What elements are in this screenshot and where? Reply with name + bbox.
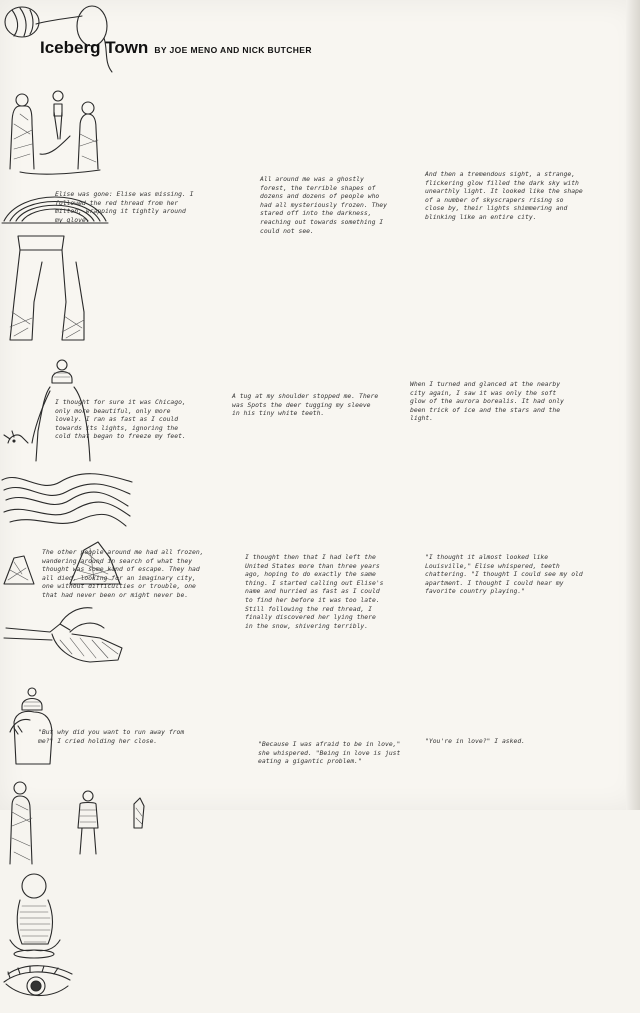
panel-8-caption: I thought then that I had left the United States more than three years ago, hoping to do exactly the same thing. I started calling out Elise's name and hurried as fast as I could to find her before it was too late. Still following the red thread, I finally discovered her lying there in the snow, shivering terribly.	[245, 553, 384, 630]
panel-12-caption: "You're in love?" I asked.	[425, 737, 526, 745]
page-header	[40, 38, 312, 58]
panel-2-caption: All around me was a ghostly forest, the terrible shapes of dozens and dozens of people who had all mysteriously frozen. They stared off into the darkness, reaching out towards something I could not see.	[260, 175, 387, 235]
hug-drawing	[0, 682, 70, 772]
panel-4-caption: I thought for sure it was Chicago, only more beautiful, only more lovely. I ran as fast as I could towards its lights, ignoring the cold that began to freeze my feet.	[55, 398, 186, 441]
page-edge	[626, 0, 640, 810]
panel-5-caption: A tug at my shoulder stopped me. There was Spots the deer tugging my sleeve in his tiny white teeth.	[232, 392, 379, 418]
huddled-girl-drawing	[0, 870, 70, 960]
panel-9-caption: "I thought it almost looked like Louisville," Elise whispered, teeth chattering. "I thought I could see my old apartment. I thought I could hear my favorite country playing."	[425, 553, 583, 596]
panel-10-caption: "But why did you want to run away from me?" I cried holding her close.	[38, 728, 185, 745]
panel-3-caption: And then a tremendous sight, a strange, flickering glow filled the dark sky with unearthly light. It looked like the shape of a number of skyscrapers rising so close by, their lights shimmering and blinking like an entire city.	[425, 170, 583, 221]
frozen-legs-drawing	[0, 232, 90, 347]
aurora-waves-drawing	[0, 470, 135, 530]
walking-figures-drawing	[0, 776, 150, 866]
panel-7-caption: The other people around me had all frozen, wandering around in search of what they thought was some kind of escape. They had all died, looking for an imaginary city, one without difficulties or trouble, one that had never been or might never be.	[42, 548, 204, 599]
panel-6-caption: When I turned and glanced at the nearby city again, I saw it was only the soft glow of the aurora borealis. It had only been trick of ice and the stars and the light.	[410, 380, 564, 423]
panel-1-caption: Elise was gone: Elise was missing. I followed the red thread from her mitten, wrapping it tightly around my glove.	[55, 190, 194, 224]
byline: BY JOE MENO AND NICK BUTCHER	[154, 45, 312, 55]
panel-11-caption: "Because I was afraid to be in love," she whispered. "Being in love is just eating a gigantic problem."	[258, 740, 401, 766]
lying-girl-drawing	[0, 598, 130, 678]
frozen-people-drawing	[0, 84, 110, 179]
page-title: Iceberg Town	[40, 38, 149, 57]
eye-drawing	[0, 964, 75, 1009]
